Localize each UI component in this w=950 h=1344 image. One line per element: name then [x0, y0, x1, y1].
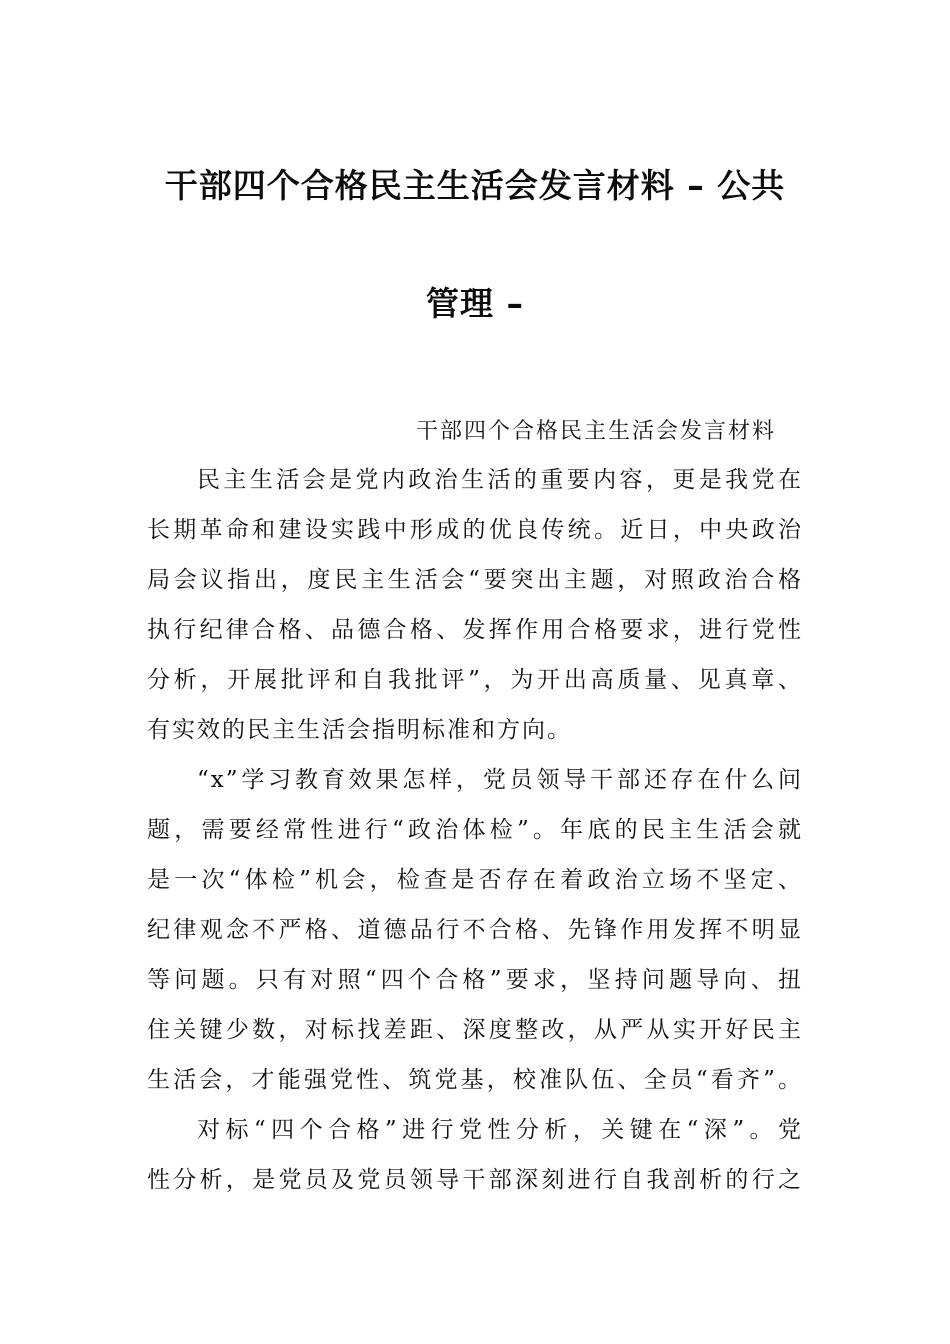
body-line: 题，需要经常性进行“政治体检”。年底的民主生活会就	[147, 817, 803, 843]
body-line: “x”学习教育效果怎样，党员领导干部还存在什么问	[197, 767, 803, 793]
body-line: 性分析，是党员及党员领导干部深刻进行自我剖析的行之	[147, 1167, 803, 1193]
body-line: 等问题。只有对照“四个合格”要求，坚持问题导向、扭	[147, 967, 803, 993]
document-subtitle: 干部四个合格民主生活会发言材料	[416, 419, 777, 444]
body-line: 是一次“体检”机会，检查是否存在着政治立场不坚定、	[147, 867, 803, 893]
body-line: 有实效的民主生活会指明标准和方向。	[147, 717, 572, 743]
body-line: 分析，开展批评和自我批评”，为开出高质量、见真章、	[147, 667, 803, 693]
body-line: 对标“四个合格”进行党性分析，关键在“深”。党	[197, 1117, 803, 1143]
body-line: 长期革命和建设实践中形成的优良传统。近日，中央政治	[147, 517, 803, 543]
body-line: 住关键少数，对标找差距、深度整改，从严从实开好民主	[147, 1017, 803, 1043]
body-line: 生活会，才能强党性、筑党基，校准队伍、全员“看齐”。	[147, 1067, 803, 1093]
body-line: 执行纪律合格、品德合格、发挥作用合格要求，进行党性	[147, 617, 803, 643]
document-title-line-1: 干部四个合格民主生活会发言材料 – 公共	[164, 166, 786, 205]
document-title-line-2: 管理 –	[426, 284, 524, 323]
body-line: 局会议指出，度民主生活会“要突出主题，对照政治合格	[147, 567, 803, 593]
body-line: 纪律观念不严格、道德品行不合格、先锋作用发挥不明显	[147, 917, 803, 943]
body-line: 民主生活会是党内政治生活的重要内容，更是我党在	[197, 467, 803, 493]
